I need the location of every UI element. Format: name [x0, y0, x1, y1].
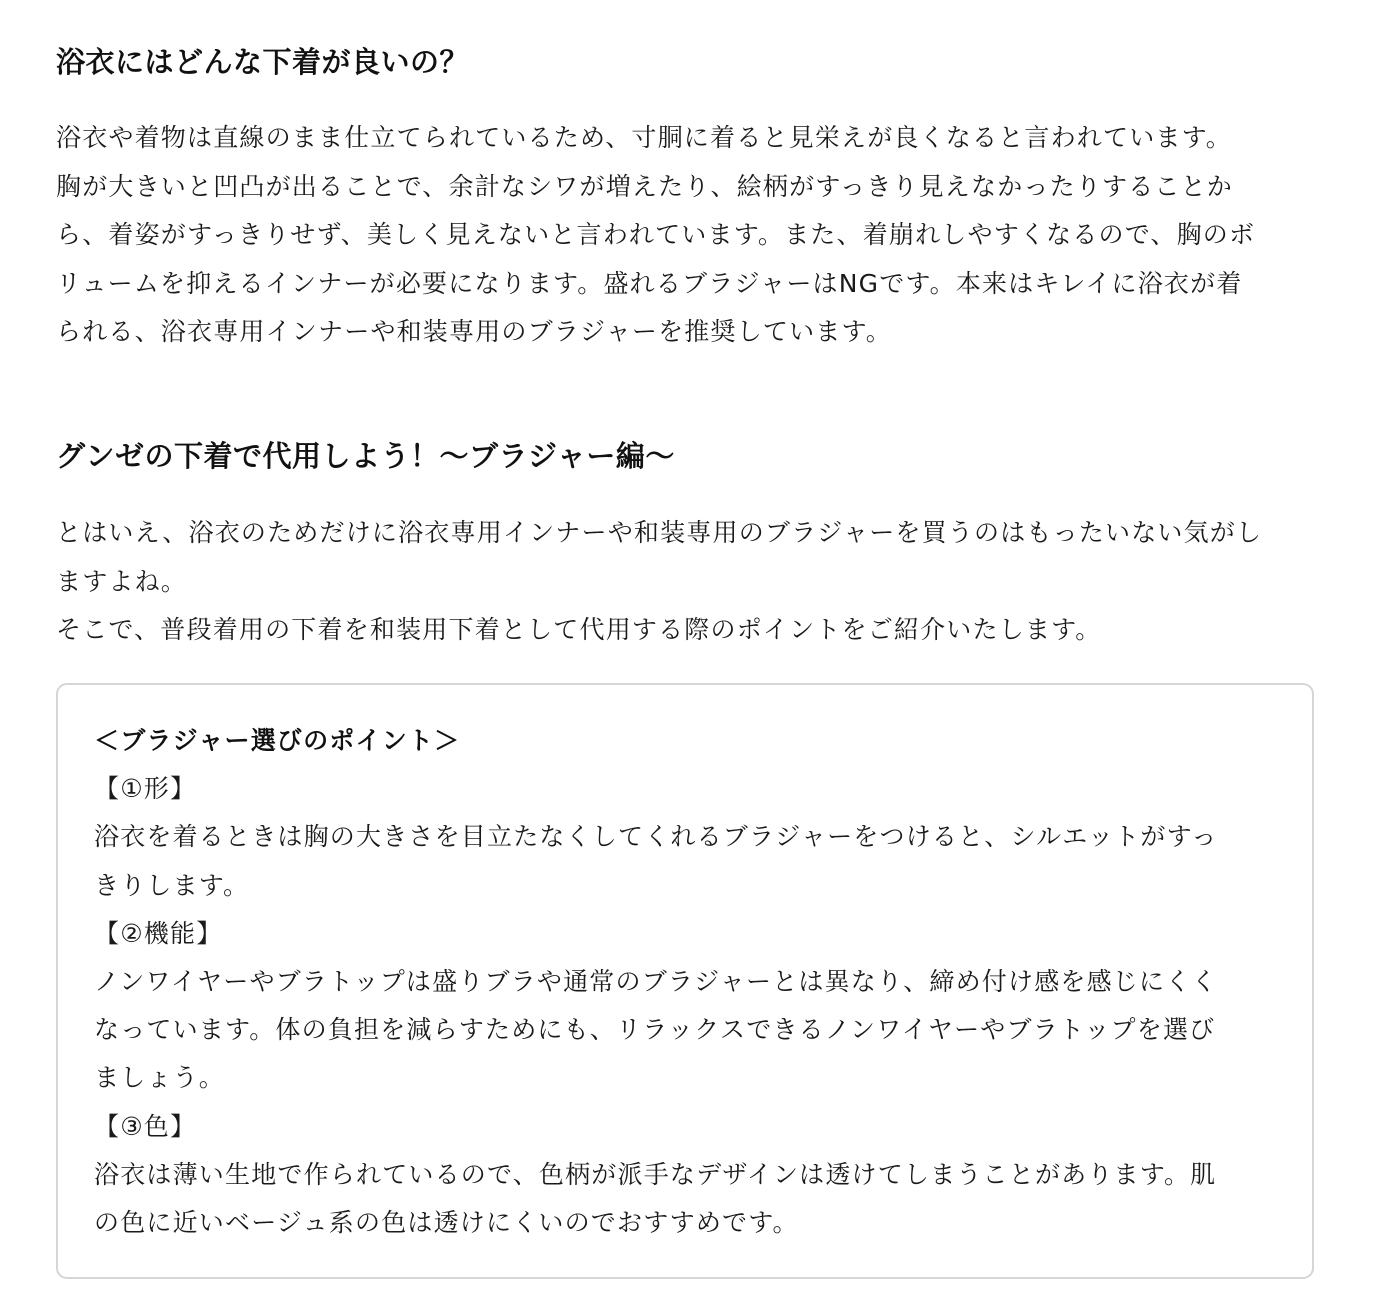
paragraph-line: 胸が大きいと凹凸が出ることで、余計なシワが増えたり、絵柄がすっきり見えなかったりすることか [56, 171, 1234, 201]
bra-points-box [56, 683, 1314, 1279]
paragraph-line: ますよね。 [56, 566, 188, 596]
section-heading-yukata-underwear: 浴衣にはどんな下着が良いの？ [56, 45, 470, 79]
point-label-shape: 【①形】 [94, 774, 197, 804]
intro-paragraph [56, 114, 1318, 357]
point-label-function: 【②機能】 [94, 918, 223, 948]
paragraph-line: 浴衣や着物は直線のまま仕立てられているため、寸胴に着ると見栄えが良くなると言われています。 [56, 123, 1233, 152]
paragraph-line: そこで、普段着用の下着を和装用下着として代用する際のポイントをご紹介いたします。 [56, 615, 1102, 644]
paragraph-line: ら、着姿がすっきりせず、美しく見えないと言われています。また、着崩れしやすくなるので、胸のボ [56, 220, 1256, 249]
point-text-line: の色に近いベージュ系の色は透けにくいのでおすすめです。 [94, 1208, 799, 1238]
point-text-line: きりします。 [94, 870, 250, 900]
point-text-line: 浴衣を着るときは胸の大きさを目立たなくしてくれるブラジャーをつけると、シルエットがすっ [94, 822, 1218, 852]
point-text-line: ましょう。 [94, 1063, 226, 1093]
point-text-line: なっています。体の負担を減らすためにも、リラックスできるノンワイヤーやブラトップを選び [94, 1015, 1216, 1045]
point-text-line: ノンワイヤーやブラトップは盛りブラや通常のブラジャーとは異なり、締め付け感を感じにくく [94, 967, 1218, 997]
point-text-line: 浴衣は薄い生地で作られているので、色柄が派手なデザインは透けてしまうことがあります。肌 [94, 1159, 1217, 1189]
section-heading-gunze-bra: グンゼの下着で代用しよう！〜ブラジャー編〜 [56, 439, 675, 473]
bra-points-title: ＜ブラジャー選びのポイント＞ [94, 726, 461, 755]
paragraph-line: とはいえ、浴衣のためだけに浴衣専用インナーや和装専用のブラジャーを買うのはもったいない気がし [56, 518, 1263, 547]
paragraph-line: リュームを抑えるインナーが必要になります。盛れるブラジャーはNGです。本来はキレイに浴衣が着 [56, 268, 1243, 298]
point-label-color: 【③色】 [94, 1111, 197, 1141]
paragraph-line: られる、浴衣専用インナーや和装専用のブラジャーを推奨しています。 [56, 317, 892, 346]
substitute-paragraph [56, 509, 1318, 655]
bra-points-content [94, 717, 1284, 1247]
